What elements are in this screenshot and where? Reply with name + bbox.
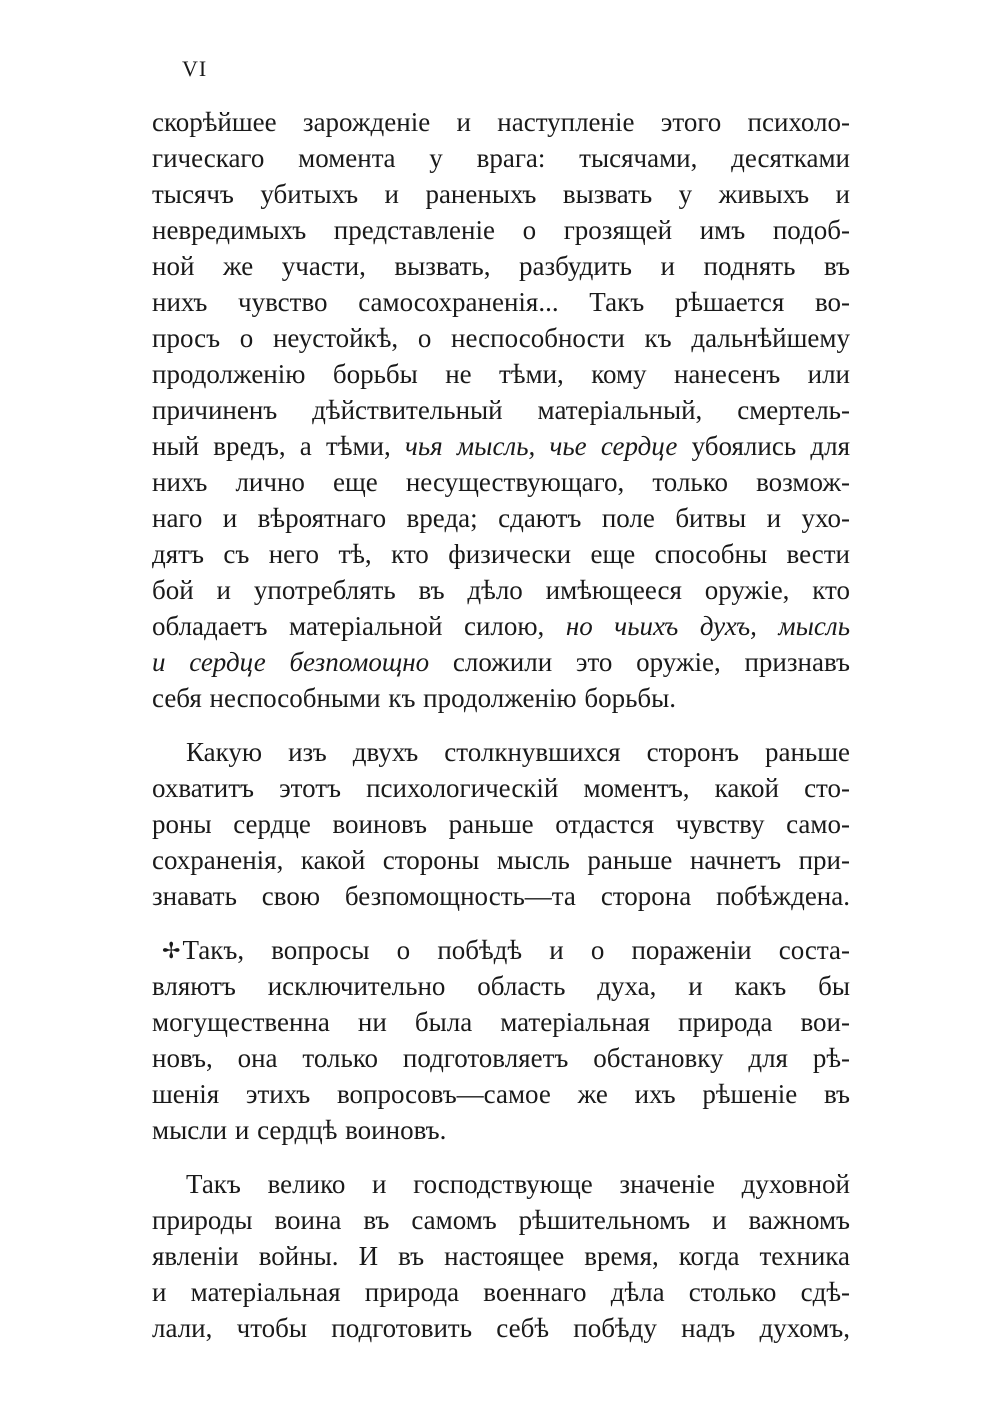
- text-line: явленіи войны. И въ настоящее время, когда техника: [152, 1241, 850, 1271]
- text-line: мысли и сердцѣ воиновъ.: [152, 1115, 447, 1145]
- body-text: [152, 104, 850, 1346]
- text-line: невредимыхъ представленіе о грозящей имъ подоб-: [152, 215, 850, 245]
- paragraph-4: [152, 1166, 850, 1346]
- text-line: Какую изъ двухъ столкнувшихся сторонъ раньше: [186, 737, 850, 767]
- text-line: просъ о неустойкѣ, о неспособности къ дальнѣйшему: [152, 323, 850, 353]
- text-line: скорѣйшее зарожденіе и наступленіе этого психоло-: [152, 107, 850, 137]
- italic-text: но чьихъ духъ, мысль: [565, 611, 850, 641]
- text-line: себя неспособными къ продолженію борьбы.: [152, 683, 677, 713]
- paragraph-ornament-icon: ✢: [162, 938, 181, 963]
- text-segment: обладаетъ матеріальной силою,: [152, 611, 566, 641]
- text-line: [152, 608, 850, 644]
- text-line: Такъ велико и господствующе значеніе духовной: [186, 1169, 850, 1199]
- text-line: могущественна ни была матеріальная природа вои-: [152, 1007, 850, 1037]
- text-line: [152, 644, 850, 680]
- text-line: и матеріальная природа военнаго дѣла столько сдѣ-: [152, 1277, 850, 1307]
- text-line: бой и употреблять въ дѣло имѣющееся оружіе, кто: [152, 575, 850, 605]
- italic-text: и сердце безпомощно: [152, 647, 430, 677]
- text-segment: убоялись для: [677, 431, 850, 461]
- text-line: наго и вѣроятнаго вреда; сдаютъ поле битвы и ухо-: [152, 503, 850, 533]
- paragraph-3: [152, 932, 850, 1148]
- text-segment: сложили это оружіе, признавъ: [429, 647, 850, 677]
- text-line: продолженію борьбы не тѣми, кому нанесенъ или: [152, 359, 850, 389]
- text-line: [152, 428, 850, 464]
- text-line: вляютъ исключительно область духа, и какъ бы: [152, 971, 850, 1001]
- text-line: причиненъ дѣйствительный матеріальный, смертель-: [152, 395, 850, 425]
- text-line: знавать свою безпомощность—та сторона побѣждена.: [152, 881, 850, 911]
- text-line: лали, чтобы подготовить себѣ побѣду надъ духомъ,: [152, 1313, 850, 1343]
- text-segment: Такъ, вопросы о побѣдѣ и о пораженіи соста-: [182, 935, 850, 965]
- text-line: шенія этихъ вопросовъ—самое же ихъ рѣшеніе въ: [152, 1079, 850, 1109]
- text-line: природы воина въ самомъ рѣшительномъ и важномъ: [152, 1205, 850, 1235]
- text-line: гическаго моментa у врага: тысячами, десятками: [152, 143, 850, 173]
- text-line: охватитъ этотъ психологическій моментъ, какой сто-: [152, 773, 850, 803]
- text-line: ной же участи, вызвать, разбудить и поднять въ: [152, 251, 850, 281]
- text-line: роны сердце воиновъ раньше отдастся чувству само-: [152, 809, 850, 839]
- text-line: дятъ съ него тѣ, кто физически еще способны вести: [152, 539, 850, 569]
- text-line: нихъ чувство самосохраненія... Такъ рѣшается во-: [152, 287, 850, 317]
- text-line: новъ, она только подготовляетъ обстановку для рѣ-: [152, 1043, 850, 1073]
- text-line: нихъ лично еще несуществующаго, только возмож-: [152, 467, 850, 497]
- text-segment: ный вредъ, а тѣми,: [152, 431, 405, 461]
- text-line: [152, 932, 850, 968]
- paragraph-2: [152, 734, 850, 914]
- page-number: VI: [182, 56, 208, 81]
- text-line: тысячъ убитыхъ и раненыхъ вызвать у живыхъ и: [152, 179, 850, 209]
- text-line: сохраненія, какой стороны мысль раньше начнетъ при-: [152, 845, 850, 875]
- italic-text: чья мысль, чье сердце: [404, 431, 678, 461]
- paragraph-1: [152, 104, 850, 716]
